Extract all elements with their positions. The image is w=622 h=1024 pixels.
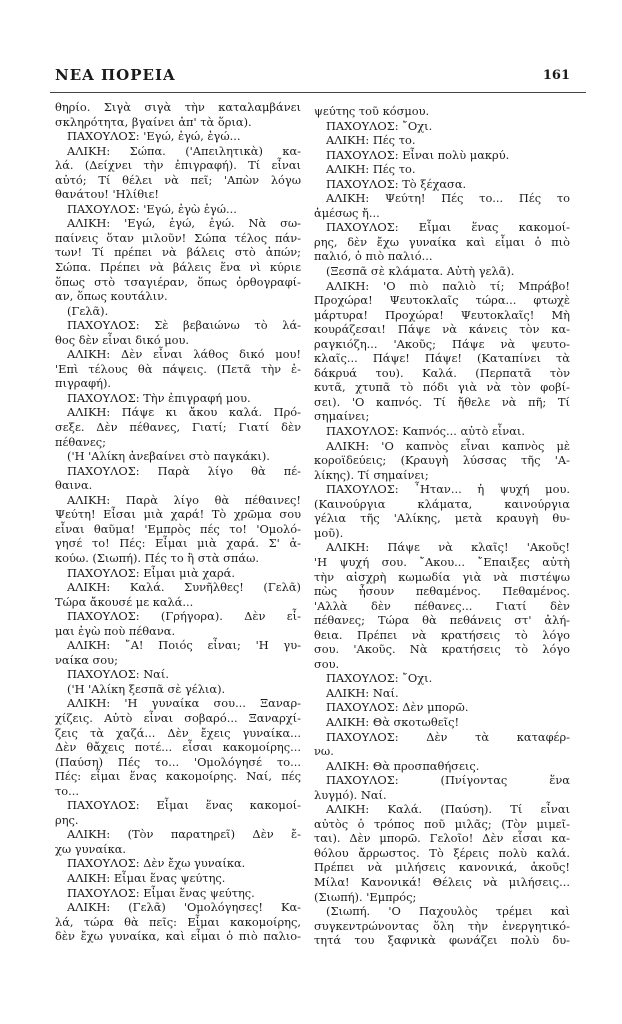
text-line: γησέ το! Πές: Εἶμαι μιὰ χαρά. Σ' ἀ- (55, 536, 301, 551)
text-line: ΠΑΧΟΥΛΟΣ: Εἶμαι μιὰ χαρά. (67, 565, 235, 580)
paragraph (55, 216, 301, 303)
text-line: σεξε. Δὲν πέθανες, Γιατί; Γιατί δὲν (55, 420, 301, 435)
text-line: ΠΑΧΟΥΛΟΣ: Παρὰ λίγο θὰ πέ- (67, 463, 301, 478)
text-line: τὴν αἰσχρὴ κωμωδία γιὰ νὰ πιστέψω (314, 569, 570, 584)
paragraph (55, 682, 301, 697)
text-line: αν, ὅπως κουτάλιν. (55, 289, 168, 304)
text-line: ψεύτης τοῦ κόσμου. (314, 104, 430, 118)
text-line: ΠΑΧΟΥΛΟΣ: (Πνίγοντας ἕνα (326, 773, 570, 788)
paragraph (314, 802, 570, 904)
text-line: ΠΑΧΟΥΛΟΣ: Εἶμαι ἕνας ψεύτης. (67, 885, 255, 900)
paragraph (55, 405, 301, 449)
text-line: θανάτου! 'Ηλίθιε! (55, 187, 160, 202)
text-line: (Ξεσπᾶ σὲ κλάματα. Αὐτὴ γελᾶ). (326, 264, 515, 279)
text-line: ('Η 'Αλίκη ἀνεβαίνει στὸ παγκάκι). (67, 449, 270, 464)
paragraph (314, 904, 570, 948)
text-line: ΑΛΙΚΗ: Σώπα. ('Απειλητικὰ) κα- (67, 143, 301, 158)
text-line: (Παύση) Πές το... 'Ομολόγησέ το... (55, 754, 301, 769)
left-column (55, 100, 301, 944)
text-line: ἀμέσως ἤ... (314, 205, 380, 220)
text-line: σκληρότητα, βγαίνει ἀπ' τὰ ὅρια). (55, 114, 252, 129)
text-line: ΠΑΧΟΥΛΟΣ: (Γρήγορα). Δὲν εἶ- (67, 609, 301, 624)
text-line: ΑΛΙΚΗ: Πάψε νὰ κλαῖς! 'Ακοῦς! (326, 540, 570, 555)
text-line: μαι ἐγὼ ποὺ πέθανα. (55, 623, 176, 638)
text-line: Τώρα ἄκουσέ με καλά... (55, 594, 194, 609)
text-line: θος δὲν εἶναι δικό μου. (55, 332, 190, 347)
text-line: ζεις τὰ χαζά... Δὲν ἔχεις γυναίκα... (55, 725, 301, 740)
text-line: παίνεις ὅταν μιλοῦν! Σώπα τέλος πάν- (55, 230, 301, 245)
paragraph (314, 439, 570, 483)
text-line: λά. (Δείχνει τὴν ἐπιγραφή). Τί εἶναι (55, 158, 301, 173)
text-line: πέθανες; Τώρα θὰ πεθάνεις στ' ἀλή- (314, 613, 570, 628)
paragraph (55, 347, 301, 391)
paragraph (314, 671, 570, 686)
text-line: δάκρυά του). Καλά. (Περπατᾶ τὸν (314, 365, 570, 380)
text-line: Δὲν θἄχεις ποτέ... εἶσαι κακομοίρης... (55, 740, 301, 755)
text-line: ΠΑΧΟΥΛΟΣ: Τὸ ξέχασα. (326, 176, 467, 191)
text-line: (Καινούργια κλάματα, καινούργια (314, 496, 570, 511)
text-line: κούω. (Σιωπή). Πές το ἢ στὰ σπάω. (55, 550, 259, 565)
paragraph (55, 391, 301, 406)
text-line: Ψεύτη! Εἶσαι μιὰ χαρά! Τὸ χρῶμα σου (55, 507, 301, 522)
text-line: ΠΑΧΟΥΛΟΣ: Ναί. (67, 667, 169, 682)
text-line: μάρτυρα! Προχώρα! Ψευτοκλαῖς! Μὴ (314, 307, 570, 322)
paragraph (55, 580, 301, 609)
text-line: θόλου ἄρρωστος. Τὸ ξέρεις πολὺ καλά. (314, 845, 570, 860)
text-line: εἶναι θαῦμα! 'Εμπρὸς πές το! 'Ομολό- (55, 521, 301, 536)
text-line: Μίλα! Κανονικά! Θέλεις νὰ μιλήσεις... (314, 874, 570, 889)
text-line: κλαῖς... Πάψε! Πάψε! (Καταπίνει τὰ (314, 351, 570, 366)
text-line: ΠΑΧΟΥΛΟΣ: Δὲν τὰ καταφέρ- (326, 729, 570, 744)
text-line: ΑΛΙΚΗ: Θὰ σκοτωθεῖς! (326, 714, 460, 729)
text-line: νω. (314, 744, 334, 759)
text-line: λά, τώρα θὰ πεῖς: Εἶμαι κακομοίρης, (55, 914, 301, 929)
text-line: ΠΑΧΟΥΛΟΣ: Εἶμαι ἕνας κακομοί- (67, 798, 301, 813)
paragraph (55, 144, 301, 202)
paragraph (314, 279, 570, 424)
text-line: ΑΛΙΚΗ: 'Η γυναίκα σου... Ξαναρ- (67, 696, 301, 711)
text-line: ΠΑΧΟΥΛΟΣ: Τὴν ἐπιγραφή μου. (67, 390, 251, 405)
text-line: ναίκα σου; (55, 652, 118, 667)
text-line: ραγκιόζη... 'Ακοῦς; Πάψε νὰ ψευτο- (314, 336, 570, 351)
paragraph (314, 220, 570, 264)
text-line: 'Η ψυχή σου. ῎Ακου... ῎Επαιξες αὐτὴ (314, 554, 570, 569)
text-line: τητά του ξαφνικὰ φωνάζει πολὺ δυ- (314, 933, 570, 948)
text-line: ρης. (55, 812, 79, 827)
text-line: ΠΑΧΟΥΛΟΣ: ῎Οχι. (326, 118, 433, 133)
text-line: ΠΑΧΟΥΛΟΣ: Δὲν μπορῶ. (326, 700, 469, 715)
paragraph (55, 318, 301, 347)
text-line: χω γυναίκα. (55, 841, 127, 856)
text-line: ΑΛΙΚΗ: Ναί. (326, 685, 399, 700)
paragraph (55, 202, 301, 217)
journal-title: ΝΕΑ ΠΟΡΕΙΑ (55, 66, 176, 84)
paragraph (55, 493, 301, 566)
text-line: πὼς ἦσουν πεθαμένος. Πεθαμένος. (314, 584, 570, 599)
text-line: Προχώρα! Ψευτοκλαῖς τώρα... φτωχὲ (314, 293, 570, 308)
text-line: ΑΛΙΚΗ: ῎Α! Ποιός εἶναι; 'Η γυ- (67, 638, 301, 653)
text-line: αὐτό; Τί θέλει νὰ πεῖ; 'Απὼν λόγω (55, 172, 301, 187)
paragraph (55, 449, 301, 464)
paragraph (55, 886, 301, 901)
paragraph (55, 304, 301, 319)
text-line: ΠΑΧΟΥΛΟΣ: 'Εγώ, ἐγὼ ἐγώ... (67, 201, 237, 216)
text-line: θαινα. (55, 478, 93, 493)
text-line: Πές: εἶμαι ἕνας κακομοίρης. Ναί, πές (55, 769, 301, 784)
text-line: ΑΛΙΚΗ: Καλά. (Παύση). Τί εἶναι (326, 802, 570, 817)
paragraph (314, 177, 570, 192)
paragraph (314, 148, 570, 163)
paragraph (314, 700, 570, 715)
text-line: ΑΛΙΚΗ: (Γελᾶ) 'Ομολόγησες! Κα- (67, 900, 301, 915)
paragraph (314, 191, 570, 220)
paragraph (55, 856, 301, 871)
text-line: αὐτὸς ὁ τρόπος ποῦ μιλᾶς; (Τὸν μιμεῖ- (314, 816, 570, 831)
paragraph (314, 730, 570, 759)
paragraph (55, 100, 301, 129)
text-line: λυγμό). Ναί. (314, 787, 387, 802)
paragraph (55, 566, 301, 581)
text-line: κουράζεσαι! Πάψε νὰ κάνεις τὸν κα- (314, 322, 570, 337)
text-line: ΑΛΙΚΗ: Πάψε κι ἄκου καλά. Πρό- (67, 405, 301, 420)
text-line: ΑΛΙΚΗ: Ψεύτη! Πές το... Πές το (326, 191, 570, 206)
right-column (314, 104, 570, 948)
text-line: λίκης). Τί σημαίνει; (314, 467, 429, 482)
text-line: ΠΑΧΟΥΛΟΣ: 'Εγώ, ἐγώ, ἐγώ... (67, 129, 241, 144)
paragraph (314, 424, 570, 439)
text-line: ΑΛΙΚΗ: Δὲν εἶναι λάθος δικό μου! (67, 347, 301, 362)
text-line: ΑΛΙΚΗ: Παρὰ λίγο θὰ πέθαινες! (67, 492, 301, 507)
paragraph (314, 540, 570, 671)
text-line: ΑΛΙΚΗ: Καλά. Συνῆλθες! (Γελᾶ) (67, 580, 301, 595)
header-rule (50, 92, 586, 93)
paragraph (55, 638, 301, 667)
text-line: ('Η 'Αλίκη ξεσπᾶ σὲ γέλια). (67, 681, 226, 696)
paragraph (314, 715, 570, 730)
text-line: γέλια τῆς 'Αλίκης, μετὰ κραυγὴ θυ- (314, 511, 570, 526)
text-line: ΠΑΧΟΥΛΟΣ: Εἶναι πολὺ μακρύ. (326, 147, 510, 162)
text-line: ὅπως στὸ τσαγιέραν, ὅπως ὀρθογραφί- (55, 274, 301, 289)
text-line: ΑΛΙΚΗ: 'Ο καπνὸς εἶναι καπνὸς μὲ (326, 438, 570, 453)
text-line: θηρίο. Σιγὰ σιγὰ τὴν καταλαμβάνει (55, 100, 301, 114)
text-line: ρης, δὲν ἔχω γυναίκα καὶ εἶμαι ὁ πιὸ (314, 234, 570, 249)
text-line: ΑΛΙΚΗ: 'Εγώ, ἐγώ, ἐγώ. Νὰ σω- (67, 216, 301, 231)
paragraph (314, 133, 570, 148)
paragraph (314, 686, 570, 701)
page-number: 161 (542, 68, 570, 83)
text-line: παλιό, ὁ πιὸ παλιό... (314, 249, 433, 264)
text-line: δὲν ἔχω γυναίκα, καὶ εἶμαι ὁ πιὸ παλιο- (55, 929, 301, 944)
text-line: σημαίνει; (314, 409, 370, 424)
paragraph (55, 129, 301, 144)
text-line: (Σιωπή). 'Εμπρός; (314, 889, 417, 904)
text-line: ΑΛΙΚΗ: (Τὸν παρατηρεῖ) Δὲν ἔ- (67, 827, 301, 842)
text-line: σου. 'Ακοῦς. Νὰ κρατήσεις τὸ λόγο (314, 642, 570, 657)
text-line: σει). 'Ο καπνός. Τί ἤθελε νὰ πῆ; Τί (314, 394, 570, 409)
paragraph (55, 827, 301, 856)
text-line: ΑΛΙΚΗ: Πές το. (326, 133, 416, 148)
text-line: ΑΛΙΚΗ: Εἶμαι ἕνας ψεύτης. (67, 870, 226, 885)
paragraph (314, 482, 570, 540)
text-line: συγκεντρώνοντας ὅλη τὴν ἐνεργητικό- (314, 918, 570, 933)
text-line: ΠΑΧΟΥΛΟΣ: ῎Οχι. (326, 671, 433, 686)
text-line: ΑΛΙΚΗ: Πές το. (326, 162, 416, 177)
text-line: σου. (314, 656, 340, 671)
paragraph (314, 162, 570, 177)
text-line: χίζεις. Αὐτὸ εἶναι σοβαρό... Ξαναρχί- (55, 710, 301, 725)
text-line: μοῦ). (314, 525, 344, 540)
text-line: των! Τί πρέπει νὰ βάλεις στὸ ἀπών; (55, 245, 301, 260)
text-line: ΑΛΙΚΗ: Θὰ προσπαθήσεις. (326, 758, 480, 773)
text-line: Πρέπει νὰ μιλήσεις κανονικά, ἀκοῦς! (314, 860, 570, 875)
text-line: κυτᾶ, χτυπᾶ τὸ πόδι γιὰ νὰ τὸν φοβί- (314, 380, 570, 395)
text-line: ται). Δὲν μπορῶ. Γελοῖο! Δὲν εἶσαι κα- (314, 831, 570, 846)
text-line: (Σιωπή. 'Ο Παχουλὸς τρέμει καὶ (326, 904, 570, 919)
text-line: ΠΑΧΟΥΛΟΣ: Σὲ βεβαιώνω τὸ λά- (67, 318, 301, 333)
text-line: το... (55, 783, 80, 798)
text-line: ΠΑΧΟΥΛΟΣ: Δὲν ἔχω γυναίκα. (67, 856, 246, 871)
paragraph (55, 696, 301, 798)
text-line: ΠΑΧΟΥΛΟΣ: ῏Ηταν... ἡ ψυχή μου. (326, 482, 570, 497)
text-line: κοροϊδεύεις; (Κραυγὴ λύσσας τῆς 'Α- (314, 453, 570, 468)
text-line: Σώπα. Πρέπει νὰ βάλεις ἕνα νὶ κύριε (55, 260, 301, 275)
text-line: ΠΑΧΟΥΛΟΣ: Εἶμαι ἕνας κακομοί- (326, 220, 570, 235)
text-line: θεια. Πρέπει νὰ κρατήσεις τὸ λόγο (314, 627, 570, 642)
text-line: (Γελᾶ). (67, 303, 109, 318)
text-line: πιγραφή). (55, 376, 112, 391)
text-line: ΑΛΙΚΗ: 'Ο πιὸ παλιὸ τί; Μπράβο! (326, 278, 570, 293)
paragraph (55, 667, 301, 682)
paragraph (314, 773, 570, 802)
paragraph (55, 464, 301, 493)
text-line: ΠΑΧΟΥΛΟΣ: Καπνός... αὐτὸ εἶναι. (326, 424, 526, 439)
paragraph (314, 119, 570, 134)
paragraph (55, 900, 301, 944)
text-line: πέθανες; (55, 434, 106, 449)
paragraph (314, 264, 570, 279)
paragraph (314, 104, 570, 119)
paragraph (314, 759, 570, 774)
paragraph (55, 871, 301, 886)
paragraph (55, 609, 301, 638)
paragraph (55, 798, 301, 827)
text-line: 'Αλλὰ δὲν πέθανες... Γιατί δὲν (314, 598, 570, 613)
text-line: 'Επὶ τέλους θὰ πάψεις. (Πετᾶ τὴν ἐ- (55, 361, 301, 376)
